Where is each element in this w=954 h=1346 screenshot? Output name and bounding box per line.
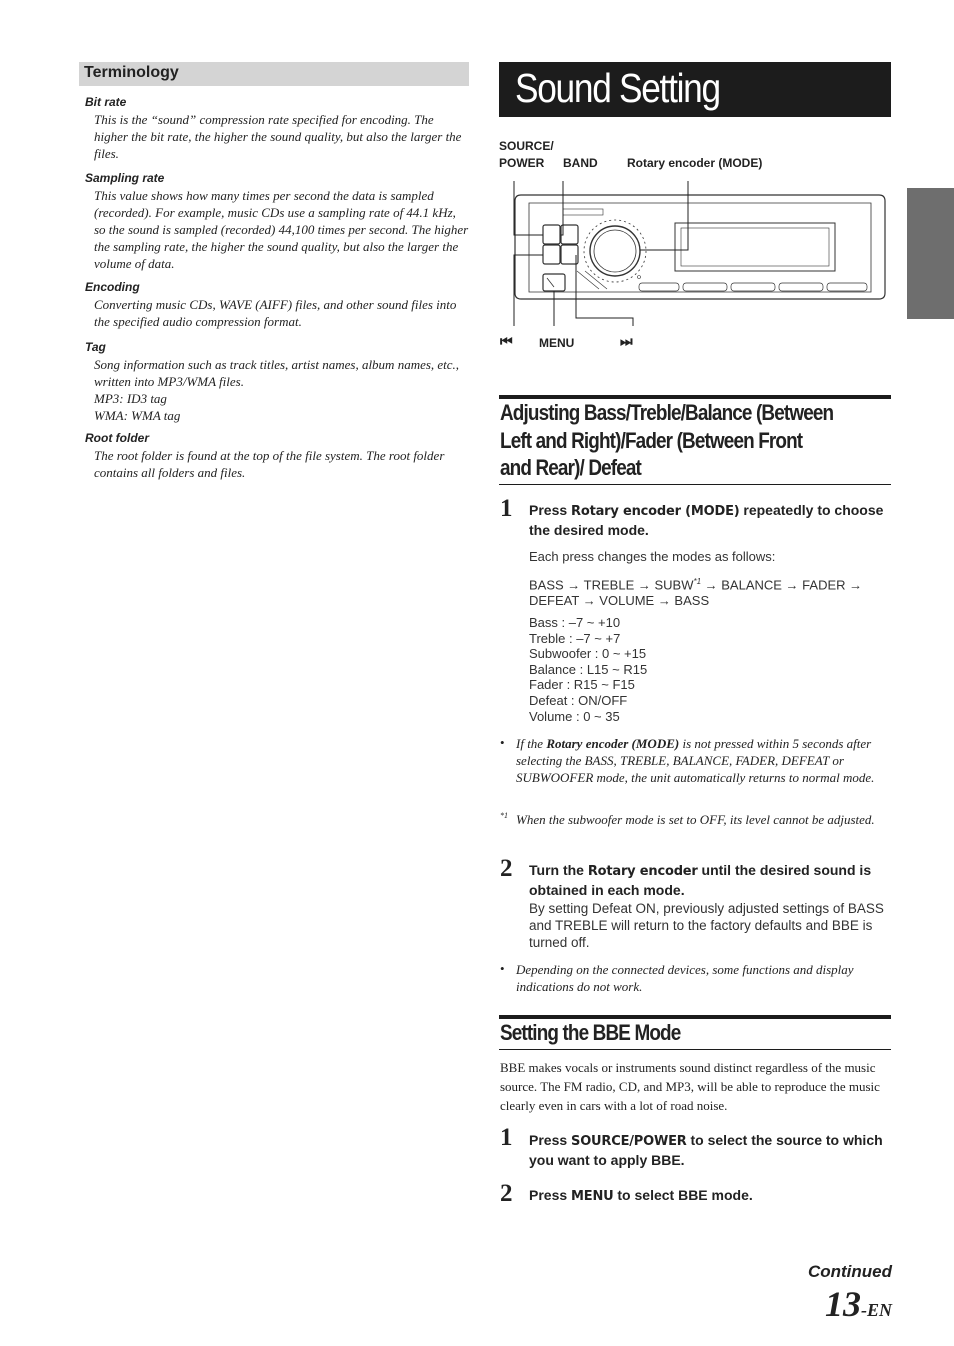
def-root-folder: The root folder is found at the top of the file system. The root folder contains all folders and files. — [94, 448, 445, 480]
section1-heading: Adjusting Bass/Treble/Balance (Between Left and Right)/Fader (Between Front and Rear)/ Defeat — [500, 400, 834, 480]
label-menu: MENU — [539, 336, 575, 350]
term-sampling-rate: Sampling rate — [85, 171, 165, 185]
label-band: BAND — [563, 156, 598, 170]
faceplate-outline — [515, 195, 885, 299]
mode-sequence: BASS → TREBLE → $SUBW^{*1}$ → BALANCE → FADER → DEFEAT → VOLUME → BASS — [529, 577, 863, 609]
terminology-heading: Terminology — [84, 64, 179, 81]
prev-button — [543, 245, 560, 264]
def-tag-line: Song information such as track titles, artist names, album names, etc., written into MP3/WMA files. — [94, 357, 460, 389]
page-title: Sound Setting — [515, 65, 720, 111]
step-number: 2 — [500, 1180, 513, 1207]
display-window — [675, 223, 835, 271]
key-menu: MENU — [571, 1189, 614, 1204]
head-unit-diagram — [499, 175, 891, 330]
footnote: When the subwoofer mode is set to OFF, its level cannot be adjusted. — [516, 812, 875, 827]
leader-source-power — [514, 181, 543, 235]
step-number: 1 — [500, 1124, 513, 1151]
label-prev: ⏮ — [500, 333, 511, 349]
rotary-knob — [590, 226, 640, 276]
range-item: Subwoofer : 0 ~ +15 — [529, 646, 647, 662]
label-next: ⏭ — [620, 333, 631, 349]
def-tag-line: WMA: WMA tag — [94, 408, 181, 423]
step-number: 2 — [500, 855, 513, 882]
def-bit-rate: This is the “sound” compression rate specified for encoding. The higher the bit rate, the higher the sound quality, but also the larger the files. — [94, 112, 462, 161]
range-item: Bass : –7 ~ +10 — [529, 615, 621, 630]
range-item: Fader : R15 ~ F15 — [529, 677, 635, 693]
key-source-power: SOURCE/POWER — [571, 1134, 687, 1149]
page-title-bar — [499, 62, 891, 117]
section-tab — [907, 188, 954, 319]
bbe-step2-instruction: Press MENU to select BBE mode. — [529, 1187, 753, 1204]
term-encoding: Encoding — [85, 280, 140, 294]
leader-next — [576, 255, 633, 326]
page-number: 13-EN — [825, 1284, 892, 1324]
key-rotary-encoder-mode: Rotary encoder (MODE) — [571, 504, 740, 519]
label-source: SOURCE/ — [499, 139, 554, 153]
def-tag-line: MP3: ID3 tag — [94, 391, 167, 406]
menu-button — [543, 274, 565, 291]
section1-rule-bottom — [499, 484, 891, 485]
term-tag: Tag — [85, 340, 106, 354]
range-list — [529, 615, 889, 724]
range-item: Balance : L15 ~ R15 — [529, 661, 648, 677]
label-power: POWER — [499, 156, 545, 170]
devices-note: Depending on the connected devices, some functions and display indications do not work. — [516, 962, 854, 994]
timeout-note: If the Rotary encoder (MODE) is not pressed within 5 seconds after selecting the BASS, TREBLE, BALANCE, FADER, DEFEAT or SUBWOOFER mode, the unit automatically returns to normal mode. — [516, 736, 875, 785]
term-bit-rate: Bit rate — [85, 95, 127, 109]
range-item: Volume : 0 ~ 35 — [529, 708, 620, 724]
step1-instruction: Press Rotary encoder (MODE) repeatedly to choose the desired mode. — [529, 502, 884, 538]
term-root-folder: Root folder — [85, 431, 149, 445]
bbe-intro: BBE makes vocals or instruments sound distinct regardless of the music source. The FM radio, CD, and MP3, will be able to reproduce the music clearly even in cars with a lot of road noise. — [500, 1060, 880, 1113]
continued-label: Continued — [807, 1262, 892, 1281]
step2-instruction: Turn the Rotary encoder until the desired sound is obtained in each mode. — [529, 862, 872, 898]
footnote-mark: *1 — [500, 811, 508, 820]
def-encoding: Converting music CDs, WAVE (AIFF) files, and other sound files into the specified audio compression format. — [94, 297, 457, 329]
def-tag — [94, 356, 470, 424]
section2-heading: Setting the BBE Mode — [500, 1020, 681, 1045]
section2-rule-bottom — [499, 1049, 891, 1050]
bbe-step1-instruction: Press SOURCE/POWER to select the source to which you want to apply BBE. — [529, 1132, 883, 1168]
def-sampling-rate: This value shows how many times per second the data is sampled (recorded). For example, music CDs use a sampling rate of 44.1 kHz, so the sound is sampled (recorded) 44,100 times per second. The higher the sampling rate, the higher the sound quality, but also the larger the volume of data. — [94, 188, 469, 271]
range-item: Treble : –7 ~ +7 — [529, 630, 621, 646]
faceplate-inner — [529, 203, 871, 292]
terminology-heading-bar — [79, 62, 469, 86]
bullet: • — [500, 735, 505, 750]
bullet: • — [500, 961, 505, 976]
step2-body: By setting Defeat ON, previously adjusted settings of BASS and TREBLE will return to the factory defaults and BBE is turned off. — [529, 901, 884, 950]
step1-intro: Each press changes the modes as follows: — [529, 549, 776, 564]
band-button — [561, 225, 578, 244]
range-item: Defeat : ON/OFF — [529, 692, 628, 708]
step-number: 1 — [500, 495, 513, 522]
source-power-button — [543, 225, 560, 244]
next-button — [561, 245, 578, 264]
label-rotary: Rotary encoder (MODE) — [627, 156, 763, 170]
key-rotary-encoder: Rotary encoder — [587, 864, 698, 879]
leader-prev — [514, 255, 543, 326]
